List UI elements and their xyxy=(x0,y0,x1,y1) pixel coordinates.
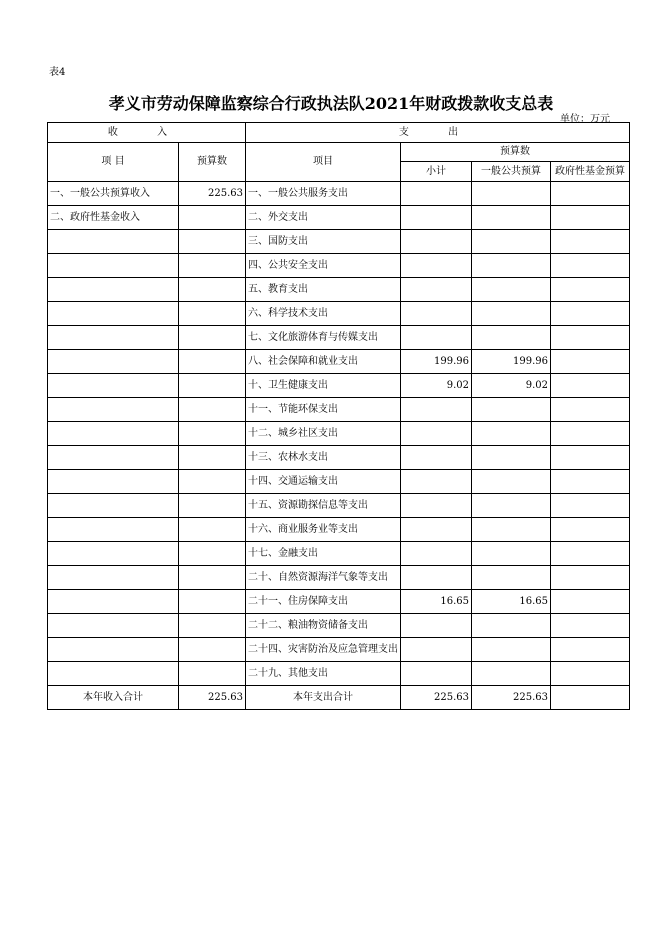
subtotal-total: 225.63 xyxy=(401,686,472,710)
table-row xyxy=(48,302,630,326)
income-amount-cell xyxy=(179,638,246,662)
table-row xyxy=(48,542,630,566)
income-amount-cell xyxy=(179,278,246,302)
income-total-amount: 225.63 xyxy=(179,686,246,710)
expense-item-cell: 四、公共安全支出 xyxy=(246,254,401,278)
fund-budget-cell xyxy=(551,494,630,518)
table-row xyxy=(48,206,630,230)
expense-item-cell: 二十二、粮油物资储备支出 xyxy=(246,614,401,638)
subtotal-cell xyxy=(401,278,472,302)
expense-item-cell: 十一、节能环保支出 xyxy=(246,398,401,422)
general-budget-cell xyxy=(472,422,551,446)
income-item-cell xyxy=(48,398,179,422)
subtotal-cell xyxy=(401,494,472,518)
income-item-cell xyxy=(48,326,179,350)
expense-item-cell: 十三、农林水支出 xyxy=(246,446,401,470)
income-amount-cell xyxy=(179,422,246,446)
income-item-cell xyxy=(48,254,179,278)
table-row xyxy=(48,350,630,374)
general-budget-cell xyxy=(472,230,551,254)
subtotal-cell: 9.02 xyxy=(401,374,472,398)
income-amount-cell xyxy=(179,542,246,566)
expense-item-header: 项目 xyxy=(246,143,401,182)
fund-budget-cell xyxy=(551,470,630,494)
expense-header: 支 出 xyxy=(246,123,630,143)
income-amount-cell xyxy=(179,518,246,542)
table-row xyxy=(48,398,630,422)
subtotal-cell: 199.96 xyxy=(401,350,472,374)
expense-item-cell: 二、外交支出 xyxy=(246,206,401,230)
general-budget-cell xyxy=(472,446,551,470)
income-item-cell: 一、一般公共预算收入 xyxy=(48,182,179,206)
income-amount-cell xyxy=(179,566,246,590)
header-row-1 xyxy=(48,123,630,143)
fund-budget-cell xyxy=(551,278,630,302)
table-row xyxy=(48,518,630,542)
fund-budget-cell xyxy=(551,662,630,686)
fund-budget-cell xyxy=(551,350,630,374)
expense-item-cell: 十七、金融支出 xyxy=(246,542,401,566)
income-item-cell xyxy=(48,374,179,398)
income-item-cell xyxy=(48,590,179,614)
general-budget-cell: 199.96 xyxy=(472,350,551,374)
general-budget-cell xyxy=(472,302,551,326)
fund-budget-cell xyxy=(551,182,630,206)
fund-budget-cell xyxy=(551,422,630,446)
table-row xyxy=(48,662,630,686)
expense-item-cell: 十、卫生健康支出 xyxy=(246,374,401,398)
subtotal-cell: 16.65 xyxy=(401,590,472,614)
table-row xyxy=(48,422,630,446)
fund-budget-cell xyxy=(551,590,630,614)
income-amount-cell xyxy=(179,326,246,350)
subtotal-header: 小计 xyxy=(401,162,472,182)
income-amount-cell xyxy=(179,254,246,278)
fund-budget-cell xyxy=(551,398,630,422)
fund-budget-cell xyxy=(551,302,630,326)
table-row xyxy=(48,614,630,638)
general-budget-cell xyxy=(472,470,551,494)
general-budget-cell xyxy=(472,614,551,638)
income-item-cell xyxy=(48,662,179,686)
subtotal-cell xyxy=(401,662,472,686)
subtotal-cell xyxy=(401,230,472,254)
table-row xyxy=(48,374,630,398)
income-item-cell: 二、政府性基金收入 xyxy=(48,206,179,230)
expense-item-cell: 三、国防支出 xyxy=(246,230,401,254)
general-budget-cell: 16.65 xyxy=(472,590,551,614)
table-row xyxy=(48,278,630,302)
table-row xyxy=(48,254,630,278)
subtotal-cell xyxy=(401,518,472,542)
income-amount-cell xyxy=(179,398,246,422)
expense-item-cell: 二十一、住房保障支出 xyxy=(246,590,401,614)
table-row xyxy=(48,590,630,614)
expense-item-cell: 一、一般公共服务支出 xyxy=(246,182,401,206)
table-row xyxy=(48,566,630,590)
table-row xyxy=(48,230,630,254)
subtotal-cell xyxy=(401,566,472,590)
income-amount-cell xyxy=(179,470,246,494)
income-item-cell xyxy=(48,542,179,566)
expense-item-cell: 十六、商业服务业等支出 xyxy=(246,518,401,542)
general-budget-cell xyxy=(472,542,551,566)
table-row xyxy=(48,446,630,470)
income-header: 收 入 xyxy=(48,123,246,143)
table-row xyxy=(48,326,630,350)
table-row xyxy=(48,470,630,494)
fund-budget-cell xyxy=(551,326,630,350)
expense-item-cell: 十二、城乡社区支出 xyxy=(246,422,401,446)
income-item-cell xyxy=(48,422,179,446)
income-item-cell xyxy=(48,638,179,662)
general-budget-cell xyxy=(472,662,551,686)
fund-budget-total xyxy=(551,686,630,710)
fund-budget-header: 政府性基金预算 xyxy=(551,162,630,182)
income-item-cell xyxy=(48,518,179,542)
income-item-cell xyxy=(48,566,179,590)
income-amount-cell xyxy=(179,350,246,374)
page-title: 孝义市劳动保障监察综合行政执法队2021年财政拨款收支总表 xyxy=(108,94,554,113)
table-row xyxy=(48,638,630,662)
income-amount-cell xyxy=(179,494,246,518)
expense-item-cell: 二十九、其他支出 xyxy=(246,662,401,686)
general-budget-cell xyxy=(472,254,551,278)
subtotal-cell xyxy=(401,638,472,662)
expense-item-cell: 七、文化旅游体育与传媒支出 xyxy=(246,326,401,350)
income-amount-cell xyxy=(179,302,246,326)
table-row xyxy=(48,182,630,206)
income-amount-cell xyxy=(179,590,246,614)
expense-total-label: 本年支出合计 xyxy=(246,686,401,710)
subtotal-cell xyxy=(401,302,472,326)
general-budget-cell xyxy=(472,638,551,662)
income-amount-cell: 225.63 xyxy=(179,182,246,206)
general-budget-cell xyxy=(472,206,551,230)
income-amount-cell xyxy=(179,374,246,398)
totals-row xyxy=(48,686,630,710)
income-amount-cell xyxy=(179,614,246,638)
subtotal-cell xyxy=(401,614,472,638)
expense-item-cell: 二十四、灾害防治及应急管理支出 xyxy=(246,638,401,662)
income-item-cell xyxy=(48,230,179,254)
income-item-cell xyxy=(48,302,179,326)
general-budget-cell xyxy=(472,398,551,422)
subtotal-cell xyxy=(401,182,472,206)
general-budget-cell xyxy=(472,278,551,302)
income-item-cell xyxy=(48,278,179,302)
fund-budget-cell xyxy=(551,446,630,470)
fund-budget-cell xyxy=(551,230,630,254)
expense-budget-header: 预算数 xyxy=(401,143,630,162)
income-item-header: 项 目 xyxy=(48,143,179,182)
general-budget-total: 225.63 xyxy=(472,686,551,710)
subtotal-cell xyxy=(401,422,472,446)
table-row xyxy=(48,494,630,518)
income-amount-cell xyxy=(179,230,246,254)
fund-budget-cell xyxy=(551,638,630,662)
general-budget-cell xyxy=(472,494,551,518)
general-budget-cell xyxy=(472,566,551,590)
income-item-cell xyxy=(48,350,179,374)
subtotal-cell xyxy=(401,470,472,494)
unit-label: 单位：万元 xyxy=(560,114,610,125)
income-amount-cell xyxy=(179,662,246,686)
expense-item-cell: 五、教育支出 xyxy=(246,278,401,302)
fund-budget-cell xyxy=(551,254,630,278)
general-budget-cell xyxy=(472,326,551,350)
expense-item-cell: 二十、自然资源海洋气象等支出 xyxy=(246,566,401,590)
general-budget-cell xyxy=(472,182,551,206)
expense-item-cell: 十四、交通运输支出 xyxy=(246,470,401,494)
income-item-cell xyxy=(48,494,179,518)
expense-item-cell: 十五、资源勘探信息等支出 xyxy=(246,494,401,518)
budget-summary-table xyxy=(47,122,630,710)
expense-item-cell: 八、社会保障和就业支出 xyxy=(246,350,401,374)
header-row-2 xyxy=(48,143,630,162)
subtotal-cell xyxy=(401,206,472,230)
general-budget-header: 一般公共预算 xyxy=(472,162,551,182)
income-amount-cell xyxy=(179,446,246,470)
fund-budget-cell xyxy=(551,614,630,638)
income-item-cell xyxy=(48,470,179,494)
fund-budget-cell xyxy=(551,566,630,590)
subtotal-cell xyxy=(401,326,472,350)
general-budget-cell: 9.02 xyxy=(472,374,551,398)
table-number: 表4 xyxy=(49,67,66,78)
income-amount-cell xyxy=(179,206,246,230)
fund-budget-cell xyxy=(551,518,630,542)
income-item-cell xyxy=(48,614,179,638)
fund-budget-cell xyxy=(551,206,630,230)
subtotal-cell xyxy=(401,446,472,470)
expense-item-cell: 六、科学技术支出 xyxy=(246,302,401,326)
fund-budget-cell xyxy=(551,542,630,566)
subtotal-cell xyxy=(401,254,472,278)
income-budget-header: 预算数 xyxy=(179,143,246,182)
fund-budget-cell xyxy=(551,374,630,398)
general-budget-cell xyxy=(472,518,551,542)
subtotal-cell xyxy=(401,398,472,422)
subtotal-cell xyxy=(401,542,472,566)
income-total-label: 本年收入合计 xyxy=(48,686,179,710)
income-item-cell xyxy=(48,446,179,470)
